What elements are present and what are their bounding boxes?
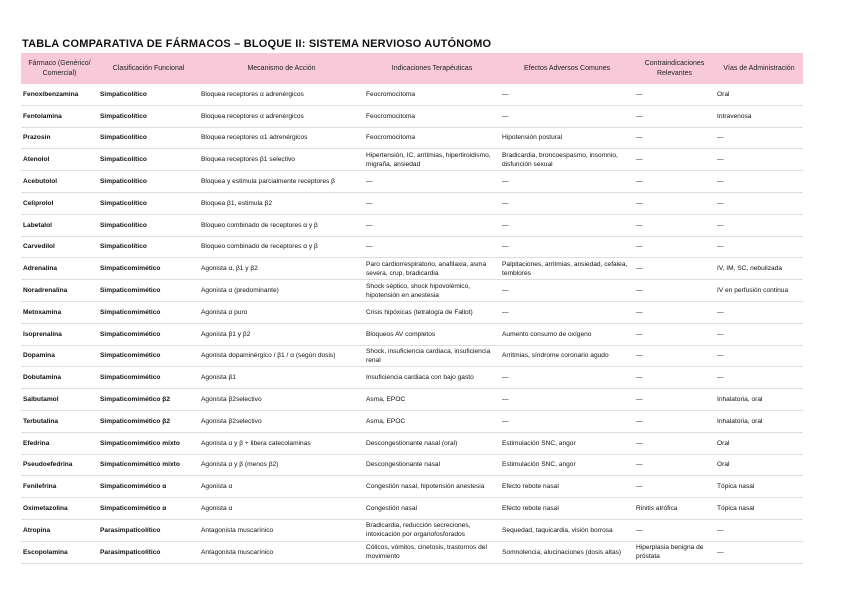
table-row xyxy=(21,149,803,171)
drug-name-cell: Carvedilol xyxy=(21,236,98,258)
indications-cell: Asma, EPOC xyxy=(364,410,500,432)
adverse-effects-cell: Efecto rebote nasal xyxy=(500,498,634,520)
drug-name-cell: Fenoxibenzamina xyxy=(21,84,98,105)
table-row xyxy=(21,84,803,105)
indications-cell: Shock séptico, shock hipovolémico, hipotensión en anestesia xyxy=(364,280,500,302)
table-row xyxy=(21,214,803,236)
drug-name-cell: Metoxamina xyxy=(21,301,98,323)
administration-route-cell: Tópica nasal xyxy=(715,498,803,520)
functional-class-cell: Simpaticomimético mixto xyxy=(98,432,199,454)
functional-class-cell: Simpaticolítico xyxy=(98,192,199,214)
functional-class-cell: Simpaticomimético xyxy=(98,301,199,323)
contraindications-cell: — xyxy=(634,258,715,280)
mechanism-cell: Bloquea receptores β1 selectivo xyxy=(199,149,364,171)
adverse-effects-cell: — xyxy=(500,105,634,127)
adverse-effects-cell: Hipotensión postural xyxy=(500,127,634,149)
drug-name-cell: Oximetazolina xyxy=(21,498,98,520)
drug-name-cell: Pseudoefedrina xyxy=(21,454,98,476)
functional-class-cell: Simpaticolítico xyxy=(98,84,199,105)
adverse-effects-cell: — xyxy=(500,236,634,258)
table-row xyxy=(21,389,803,411)
mechanism-cell: Agonista α y β (menos β2) xyxy=(199,454,364,476)
administration-route-cell: Intravenosa xyxy=(715,105,803,127)
administration-route-cell: Oral xyxy=(715,84,803,105)
indications-cell: — xyxy=(364,171,500,193)
administration-route-cell: — xyxy=(715,171,803,193)
administration-route-cell: Inhalatoria, oral xyxy=(715,410,803,432)
indications-cell: Cólicos, vómitos, cinetosis, trastornos del movimiento xyxy=(364,541,500,563)
mechanism-cell: Bloquea β1, estimula β2 xyxy=(199,192,364,214)
contraindications-cell: — xyxy=(634,192,715,214)
table-row xyxy=(21,345,803,367)
administration-route-cell: — xyxy=(715,541,803,563)
contraindications-cell: — xyxy=(634,214,715,236)
administration-route-cell: — xyxy=(715,367,803,389)
contraindications-cell: — xyxy=(634,105,715,127)
adverse-effects-cell: — xyxy=(500,301,634,323)
adverse-effects-cell: Efecto rebote nasal xyxy=(500,476,634,498)
adverse-effects-cell: Estimulación SNC, angor xyxy=(500,454,634,476)
drug-comparison-table xyxy=(21,53,803,564)
indications-cell: Descongestionante nasal (oral) xyxy=(364,432,500,454)
indications-cell: Bloqueos AV completos xyxy=(364,323,500,345)
contraindications-cell: — xyxy=(634,389,715,411)
contraindications-cell: — xyxy=(634,171,715,193)
adverse-effects-cell: — xyxy=(500,389,634,411)
drug-name-cell: Noradrenalina xyxy=(21,280,98,302)
functional-class-cell: Simpaticomimético β2 xyxy=(98,410,199,432)
adverse-effects-cell: — xyxy=(500,280,634,302)
adverse-effects-cell: — xyxy=(500,214,634,236)
functional-class-cell: Simpaticomimético α xyxy=(98,476,199,498)
table-row xyxy=(21,258,803,280)
administration-route-cell: Tópica nasal xyxy=(715,476,803,498)
contraindications-cell: — xyxy=(634,454,715,476)
mechanism-cell: Antagonista muscarínico xyxy=(199,519,364,541)
adverse-effects-cell: Bradicardia, broncoespasmo, insomnio, disfunción sexual xyxy=(500,149,634,171)
contraindications-cell: — xyxy=(634,84,715,105)
contraindications-cell: — xyxy=(634,280,715,302)
functional-class-cell: Simpaticomimético xyxy=(98,345,199,367)
mechanism-cell: Agonista dopaminérgico / β1 / α (según dosis) xyxy=(199,345,364,367)
functional-class-cell: Simpaticomimético xyxy=(98,367,199,389)
administration-route-cell: — xyxy=(715,323,803,345)
contraindications-cell: — xyxy=(634,432,715,454)
indications-cell: Bradicardia, reducción secreciones, intoxicación por organofosforados xyxy=(364,519,500,541)
administration-route-cell: Inhalatoria, oral xyxy=(715,389,803,411)
indications-cell: Feocromocitoma xyxy=(364,127,500,149)
adverse-effects-cell: — xyxy=(500,410,634,432)
contraindications-cell: — xyxy=(634,127,715,149)
adverse-effects-cell: Estimulación SNC, angor xyxy=(500,432,634,454)
drug-name-cell: Labetalol xyxy=(21,214,98,236)
header-farmaco: Fármaco (Genérico/ Comercial) xyxy=(21,53,98,84)
adverse-effects-cell: Palpitaciones, arritmias, ansiedad, cefalea, temblores xyxy=(500,258,634,280)
drug-name-cell: Adrenalina xyxy=(21,258,98,280)
administration-route-cell: — xyxy=(715,345,803,367)
indications-cell: Crisis hipóxicas (tetralogía de Fallot) xyxy=(364,301,500,323)
header-clasificacion: Clasificación Funcional xyxy=(98,53,199,84)
contraindications-cell: Hiperplasia benigna de próstata xyxy=(634,541,715,563)
drug-name-cell: Efedrina xyxy=(21,432,98,454)
adverse-effects-cell: Somnolencia, alucinaciones (dosis altas) xyxy=(500,541,634,563)
drug-name-cell: Terbutalina xyxy=(21,410,98,432)
table-row xyxy=(21,454,803,476)
indications-cell: Congestión nasal, hipotensión anestesia xyxy=(364,476,500,498)
functional-class-cell: Simpaticolítico xyxy=(98,171,199,193)
administration-route-cell: — xyxy=(715,519,803,541)
mechanism-cell: Agonista α xyxy=(199,476,364,498)
indications-cell: — xyxy=(364,192,500,214)
indications-cell: — xyxy=(364,236,500,258)
contraindications-cell: — xyxy=(634,301,715,323)
drug-name-cell: Fenilefrina xyxy=(21,476,98,498)
adverse-effects-cell: Arritmias, síndrome coronario agudo xyxy=(500,345,634,367)
page-title: TABLA COMPARATIVA DE FÁRMACOS – BLOQUE II: SISTEMA NERVIOSO AUTÓNOMO xyxy=(22,38,492,50)
mechanism-cell: Agonista α (predominante) xyxy=(199,280,364,302)
table-row xyxy=(21,171,803,193)
indications-cell: Insuficiencia cardiaca con bajo gasto xyxy=(364,367,500,389)
administration-route-cell: — xyxy=(715,192,803,214)
mechanism-cell: Agonista α puro xyxy=(199,301,364,323)
administration-route-cell: — xyxy=(715,149,803,171)
mechanism-cell: Agonista α y β + libera catecolaminas xyxy=(199,432,364,454)
table-row xyxy=(21,301,803,323)
drug-name-cell: Escopolamina xyxy=(21,541,98,563)
mechanism-cell: Antagonista muscarínico xyxy=(199,541,364,563)
table-row xyxy=(21,280,803,302)
table-body xyxy=(21,84,803,563)
administration-route-cell: IV, IM, SC, nebulizada xyxy=(715,258,803,280)
header-efectos-adversos: Efectos Adversos Comunes xyxy=(500,53,634,84)
indications-cell: Shock, insuficiencia cardiaca, insuficiencia renal xyxy=(364,345,500,367)
indications-cell: Paro cardiorrespiratorio, anafilaxia, asma severa, crup, bradicardia xyxy=(364,258,500,280)
table-row xyxy=(21,105,803,127)
contraindications-cell: — xyxy=(634,323,715,345)
indications-cell: — xyxy=(364,214,500,236)
header-contraindicaciones: Contraindicaciones Relevantes xyxy=(634,53,715,84)
mechanism-cell: Agonista β2selectivo xyxy=(199,389,364,411)
functional-class-cell: Simpaticolítico xyxy=(98,149,199,171)
functional-class-cell: Parasimpaticolítico xyxy=(98,519,199,541)
contraindications-cell: — xyxy=(634,519,715,541)
adverse-effects-cell: Sequedad, taquicardia, visión borrosa xyxy=(500,519,634,541)
contraindications-cell: — xyxy=(634,476,715,498)
contraindications-cell: Rinitis atrófica xyxy=(634,498,715,520)
adverse-effects-cell: — xyxy=(500,367,634,389)
indications-cell: Descongestionante nasal xyxy=(364,454,500,476)
table-row xyxy=(21,432,803,454)
table-row xyxy=(21,410,803,432)
contraindications-cell: — xyxy=(634,236,715,258)
mechanism-cell: Bloqueo combinado de receptores α y β xyxy=(199,236,364,258)
administration-route-cell: IV en perfusión continua xyxy=(715,280,803,302)
indications-cell: Feocromocitoma xyxy=(364,105,500,127)
indications-cell: Congestión nasal xyxy=(364,498,500,520)
indications-cell: Feocromocitoma xyxy=(364,84,500,105)
drug-name-cell: Prazosin xyxy=(21,127,98,149)
drug-name-cell: Dobutamina xyxy=(21,367,98,389)
mechanism-cell: Bloquea receptores α adrenérgicos xyxy=(199,105,364,127)
administration-route-cell: Oral xyxy=(715,432,803,454)
drug-name-cell: Isoprenalina xyxy=(21,323,98,345)
functional-class-cell: Simpaticolítico xyxy=(98,105,199,127)
administration-route-cell: — xyxy=(715,301,803,323)
header-indicaciones: Indicaciones Terapéuticas xyxy=(364,53,500,84)
administration-route-cell: — xyxy=(715,214,803,236)
header-mecanismo: Mecanismo de Acción xyxy=(199,53,364,84)
table-row xyxy=(21,476,803,498)
functional-class-cell: Simpaticolítico xyxy=(98,127,199,149)
administration-route-cell: Oral xyxy=(715,454,803,476)
drug-name-cell: Atenolol xyxy=(21,149,98,171)
functional-class-cell: Parasimpaticolítico xyxy=(98,541,199,563)
administration-route-cell: — xyxy=(715,127,803,149)
mechanism-cell: Bloquea receptores α adrenérgicos xyxy=(199,84,364,105)
table-row xyxy=(21,127,803,149)
functional-class-cell: Simpaticomimético β2 xyxy=(98,389,199,411)
drug-name-cell: Acebutolol xyxy=(21,171,98,193)
mechanism-cell: Agonista β1 y β2 xyxy=(199,323,364,345)
table-row xyxy=(21,498,803,520)
drug-name-cell: Fentolamina xyxy=(21,105,98,127)
functional-class-cell: Simpaticomimético mixto xyxy=(98,454,199,476)
functional-class-cell: Simpaticomimético α xyxy=(98,498,199,520)
table-row xyxy=(21,323,803,345)
mechanism-cell: Bloqueo combinado de receptores α y β xyxy=(199,214,364,236)
contraindications-cell: — xyxy=(634,345,715,367)
administration-route-cell: — xyxy=(715,236,803,258)
drug-name-cell: Atropina xyxy=(21,519,98,541)
mechanism-cell: Agonista α, β1 y β2 xyxy=(199,258,364,280)
adverse-effects-cell: — xyxy=(500,84,634,105)
adverse-effects-cell: — xyxy=(500,192,634,214)
contraindications-cell: — xyxy=(634,367,715,389)
indications-cell: Asma, EPOC xyxy=(364,389,500,411)
mechanism-cell: Agonista α xyxy=(199,498,364,520)
table-row xyxy=(21,192,803,214)
adverse-effects-cell: Aumento consumo de oxígeno xyxy=(500,323,634,345)
table-row xyxy=(21,519,803,541)
header-vias: Vías de Administración xyxy=(715,53,803,84)
functional-class-cell: Simpaticolítico xyxy=(98,214,199,236)
functional-class-cell: Simpaticolítico xyxy=(98,236,199,258)
mechanism-cell: Agonista β2selectivo xyxy=(199,410,364,432)
table-row xyxy=(21,367,803,389)
drug-name-cell: Dopamina xyxy=(21,345,98,367)
mechanism-cell: Bloquea y estimula parcialmente receptores β xyxy=(199,171,364,193)
contraindications-cell: — xyxy=(634,410,715,432)
mechanism-cell: Bloquea receptores α1 adrenérgicos xyxy=(199,127,364,149)
functional-class-cell: Simpaticomimético xyxy=(98,280,199,302)
contraindications-cell: — xyxy=(634,149,715,171)
indications-cell: Hipertensión, IC, arritmias, hipertiroidismo, migraña, ansiedad xyxy=(364,149,500,171)
functional-class-cell: Simpaticomimético xyxy=(98,258,199,280)
adverse-effects-cell: — xyxy=(500,171,634,193)
drug-name-cell: Celiprolol xyxy=(21,192,98,214)
table-row xyxy=(21,236,803,258)
functional-class-cell: Simpaticomimético xyxy=(98,323,199,345)
table-header-row xyxy=(21,53,803,84)
drug-name-cell: Salbutamol xyxy=(21,389,98,411)
table-row xyxy=(21,541,803,563)
mechanism-cell: Agonista β1 xyxy=(199,367,364,389)
